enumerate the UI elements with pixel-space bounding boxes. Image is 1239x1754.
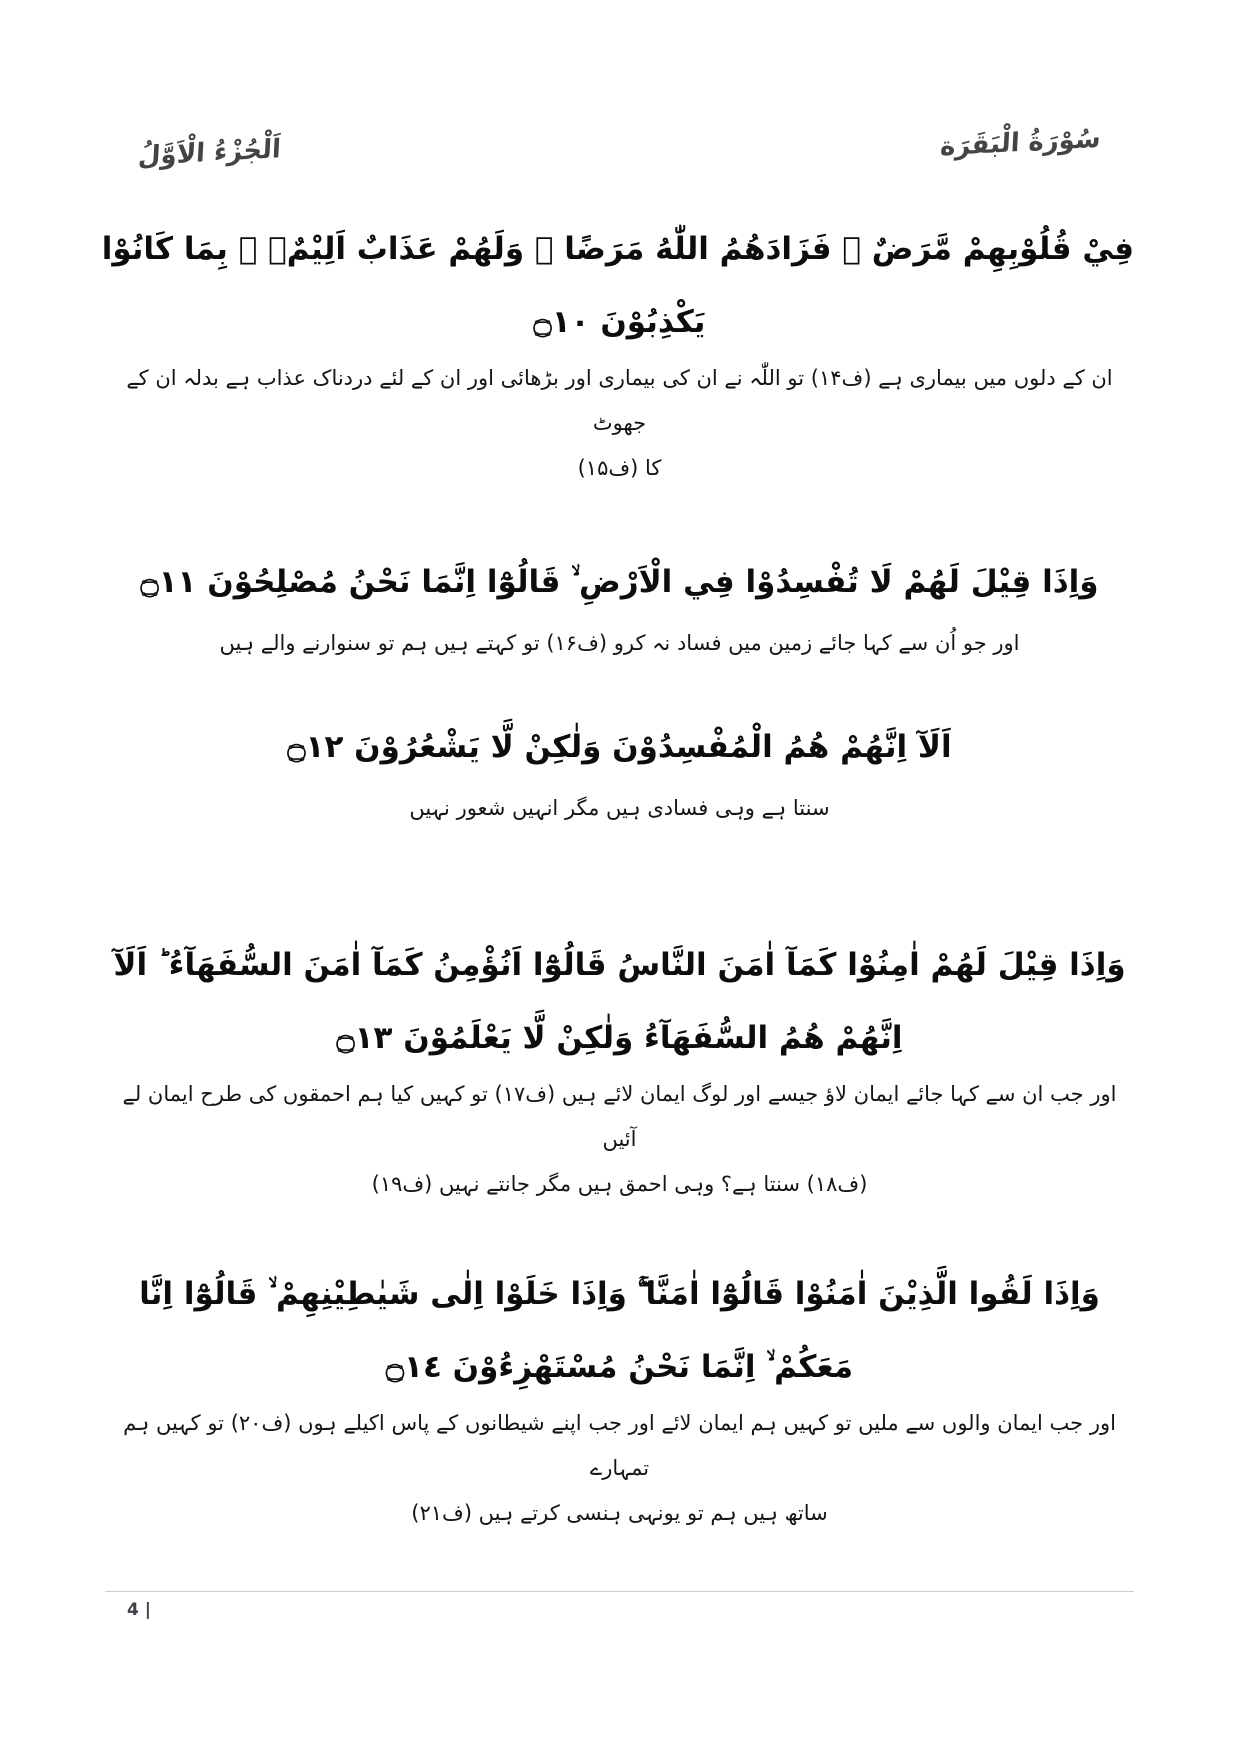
page-footer <box>0 1591 1239 1620</box>
ayah-arabic-line: وَاِذَا لَقُوا الَّذِيْنَ اٰمَنُوْا قَالُوْٓا اٰمَنَّا ۚۖ وَاِذَا خَلَوْا اِلٰى شَيٰطِيْنِهِمْ ۙ قَالُوْٓا اِنَّا <box>139 1276 1100 1312</box>
ayah-translation-line: ان کے دلوں میں بیماری ہے (ف۱۴) تو اللّٰہ نے ان کی بیماری اور بڑھائی اور ان کے لئے دردناک عذاب ہے بدلہ ان کے جھوٹ <box>126 366 1113 435</box>
ayah-block-13 <box>105 926 1134 1207</box>
ayah-block-12 <box>105 708 1134 831</box>
ayah-block-10 <box>101 210 1134 491</box>
footer-divider <box>105 1591 1134 1592</box>
ayah-arabic-line: اِنَّهُمْ هُمُ السُّفَهَآءُ وَلٰكِنْ لَّا يَعْلَمُوْنَ ۝١٣ <box>336 1020 903 1056</box>
surah-title-calligraphy: سُوْرَةُ الْبَقَرَة <box>939 123 1102 163</box>
ayah-arabic-line: وَاِذَا قِيْلَ لَهُمْ لَا تُفْسِدُوْا فِي الْاَرْضِ ۙ قَالُوْٓا اِنَّمَا نَحْنُ مُصْلِحُوْنَ ۝١١ <box>140 564 1099 600</box>
ayah-arabic-line: مَعَكُمْ ۙ اِنَّمَا نَحْنُ مُسْتَهْزِءُوْنَ ۝١٤ <box>385 1349 854 1385</box>
ayah-translation-line: کا (ف۱۵) <box>577 456 662 480</box>
page-header <box>0 0 1239 190</box>
ayah-translation-line: اور جو اُن سے کہا جائے زمین میں فساد نہ کرو (ف۱۶) تو کہتے ہیں ہم تو سنوارنے والے ہیں <box>219 631 1020 655</box>
ayah-block-14 <box>105 1255 1134 1536</box>
ayah-arabic-line: يَكْذِبُوْنَ ۝١٠ <box>533 304 706 340</box>
ayah-translation-line: اور جب ان سے کہا جائے ایمان لاؤ جیسے اور لوگ ایمان لائے ہیں (ف۱۷) تو کہیں کیا ہم احمقوں کی طرح ایمان لے آئیں <box>122 1082 1117 1151</box>
quran-content <box>0 210 1239 1536</box>
ayah-translation-line: (ف۱۸) سنتا ہے؟ وہی احمق ہیں مگر جانتے نہیں (ف۱۹) <box>371 1172 868 1196</box>
ayah-arabic-line: اَلَآ اِنَّهُمْ هُمُ الْمُفْسِدُوْنَ وَلٰكِنْ لَّا يَشْعُرُوْنَ ۝١٢ <box>287 729 952 765</box>
ayah-translation-line: سنتا ہے وہی فسادی ہیں مگر انہیں شعور نہیں <box>409 796 830 820</box>
page-number: 4 | <box>127 1600 151 1620</box>
ayah-arabic-line: وَاِذَا قِيْلَ لَهُمْ اٰمِنُوْا كَمَآ اٰمَنَ النَّاسُ قَالُوْٓا اَنُؤْمِنُ كَمَآ اٰمَنَ السُّفَهَآءُ ؕ اَلَآ <box>113 947 1126 983</box>
ayah-translation-line: ساتھ ہیں ہم تو یونہی ہنسی کرتے ہیں (ف۲۱) <box>411 1501 828 1525</box>
juz-title-calligraphy: اَلْجُزْءُ الْاَوَّلُ <box>137 134 282 172</box>
ayah-arabic-line: فِيْ قُلُوْبِهِمْ مَّرَضٌ ۙ فَزَادَهُمُ اللّٰهُ مَرَضًا ۚ وَلَهُمْ عَذَابٌ اَلِيْمٌۢ ۙ بِمَا كَانُوْا <box>101 231 1134 267</box>
ayah-translation-line: اور جب ایمان والوں سے ملیں تو کہیں ہم ایمان لائے اور جب اپنے شیطانوں کے پاس اکیلے ہوں (ف۲۰) تو کہیں ہم تمہارے <box>123 1411 1116 1480</box>
ayah-block-11 <box>105 543 1134 666</box>
